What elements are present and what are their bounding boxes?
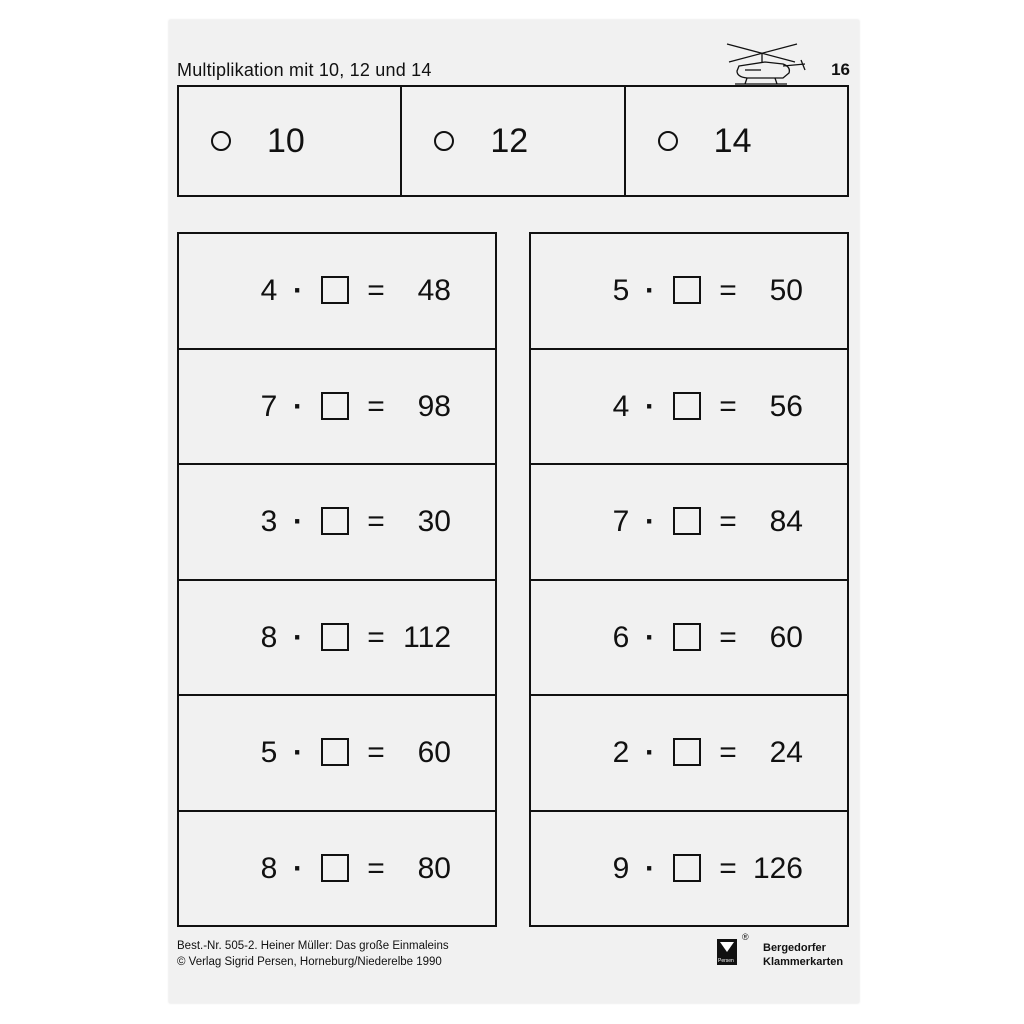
brand-line: Klammerkarten [763, 956, 844, 968]
answer-box[interactable] [321, 623, 349, 651]
option-12[interactable] [402, 87, 625, 195]
task-row [531, 581, 847, 697]
task-row [179, 350, 495, 466]
multiply-sign: · [293, 274, 303, 307]
option-value: 10 [267, 121, 305, 160]
multiply-sign: · [645, 389, 655, 423]
answer-box[interactable] [321, 276, 349, 304]
factor: 5 [260, 736, 278, 769]
equals-sign: = [367, 851, 385, 885]
answer-box[interactable] [321, 507, 349, 535]
equals-sign: = [367, 620, 385, 654]
equals-sign: = [367, 274, 385, 307]
factor: 8 [260, 851, 278, 885]
answer-box[interactable] [673, 854, 701, 882]
option-10[interactable] [179, 87, 402, 195]
task-row [179, 696, 495, 812]
multiply-sign: · [293, 736, 303, 769]
task-row [179, 581, 495, 697]
factor: 4 [260, 274, 278, 307]
multiply-sign: · [645, 274, 655, 307]
multiply-sign: · [293, 505, 303, 538]
equals-sign: = [367, 505, 385, 538]
task-row [179, 465, 495, 581]
answer-box[interactable] [673, 392, 701, 420]
footer-line: Best.-Nr. 505-2. Heiner Müller: Das große Einmaleins [177, 940, 449, 952]
publisher-logo [717, 939, 737, 965]
equals-sign: = [367, 736, 385, 769]
option-14[interactable] [626, 87, 847, 195]
result: 30 [417, 505, 451, 538]
result: 112 [403, 620, 451, 654]
factor: 3 [260, 505, 278, 538]
multiply-sign: · [645, 620, 655, 654]
result: 24 [769, 736, 803, 769]
task-row [531, 696, 847, 812]
equals-sign: = [367, 389, 385, 423]
answer-box[interactable] [673, 276, 701, 304]
multiply-sign: · [293, 389, 303, 423]
answer-options [177, 85, 849, 197]
task-row [531, 465, 847, 581]
multiply-sign: · [293, 851, 303, 885]
answer-box[interactable] [321, 392, 349, 420]
result: 98 [417, 389, 451, 423]
footer-credits [177, 938, 449, 970]
result: 50 [769, 274, 803, 307]
result: 48 [417, 274, 451, 307]
answer-box[interactable] [673, 738, 701, 766]
result: 126 [752, 851, 803, 885]
page-title: Multiplikation mit 10, 12 und 14 [177, 60, 432, 80]
factor: 6 [612, 620, 630, 654]
task-row [531, 350, 847, 466]
task-row [531, 234, 847, 350]
brand-line: Bergedorfer [763, 942, 826, 954]
equals-sign: = [719, 736, 737, 769]
equals-sign: = [719, 274, 737, 307]
result: 84 [769, 505, 803, 538]
equals-sign: = [719, 851, 737, 885]
logo-text: Persen [718, 958, 734, 964]
option-value: 14 [713, 121, 752, 160]
multiply-sign: · [645, 851, 655, 885]
factor: 7 [260, 389, 278, 423]
factor: 7 [612, 505, 630, 538]
task-column-left [177, 232, 497, 927]
answer-box[interactable] [321, 854, 349, 882]
task-row [179, 812, 495, 928]
multiply-sign: · [645, 736, 655, 769]
task-row [179, 234, 495, 350]
answer-box[interactable] [673, 623, 701, 651]
radio-circle-icon[interactable] [658, 131, 678, 151]
answer-box[interactable] [673, 507, 701, 535]
result: 56 [769, 389, 803, 423]
task-row [531, 812, 847, 928]
factor: 8 [260, 620, 278, 654]
multiply-sign: · [645, 505, 655, 538]
equals-sign: = [719, 389, 737, 423]
result: 60 [417, 736, 451, 769]
task-column-right [529, 232, 849, 927]
option-value: 12 [490, 121, 529, 160]
answer-box[interactable] [321, 738, 349, 766]
page-number: 16 [831, 60, 850, 79]
factor: 4 [612, 389, 630, 423]
equals-sign: = [719, 505, 737, 538]
factor: 5 [612, 274, 630, 307]
worksheet-card [169, 20, 859, 1003]
result: 80 [417, 851, 451, 885]
footer-line: © Verlag Sigrid Persen, Horneburg/Niederelbe 1990 [177, 956, 442, 968]
radio-circle-icon[interactable] [434, 131, 454, 151]
registered-mark: ® [742, 932, 749, 942]
equals-sign: = [719, 620, 737, 654]
result: 60 [769, 620, 803, 654]
helicopter-icon [725, 40, 807, 90]
brand-name [763, 941, 843, 969]
radio-circle-icon[interactable] [211, 131, 231, 151]
factor: 9 [612, 851, 630, 885]
factor: 2 [612, 736, 630, 769]
multiply-sign: · [293, 620, 303, 654]
